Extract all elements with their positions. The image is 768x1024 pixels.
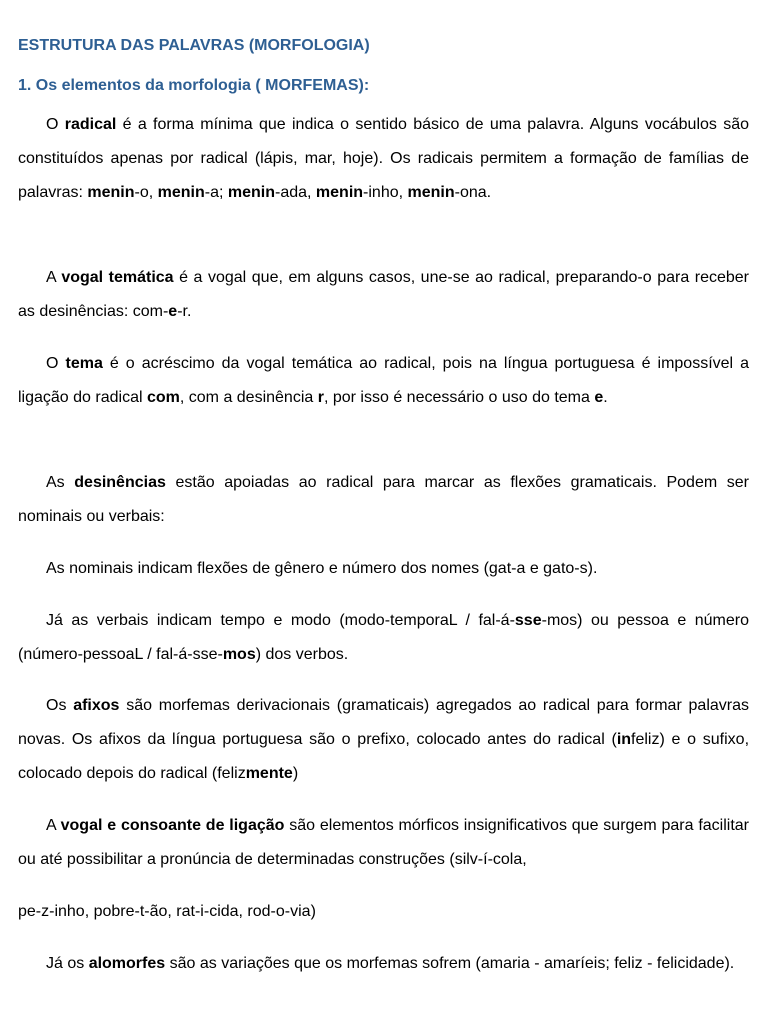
document-heading: ESTRUTURA DAS PALAVRAS (MORFOLOGIA) (18, 37, 370, 54)
text: -mos) ou pessoa e número (número-pessoaL / fal-á-sse- (18, 612, 749, 663)
text: é o acréscimo da vogal temática ao radical, pois na língua portuguesa é impossível a ligação do radical (18, 355, 750, 406)
text: Já as verbais indicam tempo e modo (modo-temporaL / fal-á- (46, 612, 515, 629)
text: , por isso é necessário o uso do tema (323, 389, 595, 406)
term: com (146, 389, 180, 406)
text: ) dos verbos. (255, 646, 349, 663)
paragraph-nominais (18, 552, 749, 586)
text: . (603, 389, 608, 406)
paragraph-vogal-tematica (18, 261, 749, 329)
term-radical: radical (64, 116, 117, 133)
text: são morfemas derivacionais (gramaticais) agregados ao radical para formar palavras novas. Os afixos da língua portuguesa são o prefixo, colocado antes do radical ( (18, 697, 749, 748)
term-tema: tema (65, 355, 103, 372)
text: Os (46, 697, 74, 714)
text: é a vogal que, em alguns casos, une-se ao radical, preparando-o para receber as desinências: com- (18, 269, 750, 320)
text: A (46, 269, 62, 286)
paragraph-radical (18, 108, 749, 210)
term-vogal-tematica: vogal temática (61, 269, 174, 286)
paragraph-vogal-consoante-ligacao (18, 809, 749, 877)
text: são elementos mórficos insignificativos que surgem para facilitar ou até possibilitar a pronúncia de determinadas construções (silv-í-cola, (18, 817, 750, 868)
text: A (46, 817, 61, 834)
paragraph-afixos (18, 689, 749, 791)
paragraph-tema (18, 347, 749, 415)
text: pe-z-inho, pobre-t-ão, rat-i-cida, rod-o-via) (18, 903, 316, 920)
term: menin (227, 184, 275, 201)
term: e (594, 389, 604, 406)
term: menin (87, 184, 135, 201)
text: O (46, 355, 66, 372)
term: menin (315, 184, 364, 201)
text: são as variações que os morfemas sofrem (amaria - amaríeis; feliz - felicidade). (165, 955, 735, 972)
term-desinencias: desinências (74, 474, 166, 491)
text: -ona. (454, 184, 492, 201)
text: -ada, (275, 184, 316, 201)
text: -inho, (363, 184, 408, 201)
paragraph-alomorfes (18, 947, 749, 981)
text: -o, (134, 184, 158, 201)
term: e (168, 303, 178, 320)
text: O (46, 116, 65, 133)
paragraph-desinencias (18, 466, 749, 534)
text: ) (292, 765, 299, 782)
term: r (317, 389, 324, 406)
term-alomorfes: alomorfes (88, 955, 166, 972)
term: menin (157, 184, 205, 201)
text: estão apoiadas ao radical para marcar as flexões gramaticais. Podem ser nominais ou verbais: (18, 474, 749, 525)
text: -a; (204, 184, 228, 201)
term: in (616, 731, 632, 748)
text: é a forma mínima que indica o sentido básico de uma palavra. Alguns vocábulos são constituídos apenas por radical (lápis, mar, hoje). Os radicais permitem a formação de famílias de palavras: (18, 116, 750, 201)
term: mos (222, 646, 256, 663)
term: sse (514, 612, 542, 629)
term-afixos: afixos (73, 697, 120, 714)
term: menin (407, 184, 455, 201)
text: feliz) e o sufixo, colocado depois do radical (feliz (18, 731, 750, 782)
paragraph-exemplos-ligacao (18, 895, 749, 929)
text: As nominais indicam flexões de gênero e número dos nomes (gat-a e gato-s). (46, 560, 598, 577)
term: mente (245, 765, 293, 782)
section-heading: 1. Os elementos da morfologia ( MORFEMAS): (18, 77, 370, 94)
term-vogal-consoante-ligacao: vogal e consoante de ligação (60, 817, 285, 834)
text: As (46, 474, 75, 491)
paragraph-verbais (18, 604, 749, 672)
text: , com a desinência (179, 389, 318, 406)
text: -r. (177, 303, 192, 320)
text: Já os (46, 955, 89, 972)
